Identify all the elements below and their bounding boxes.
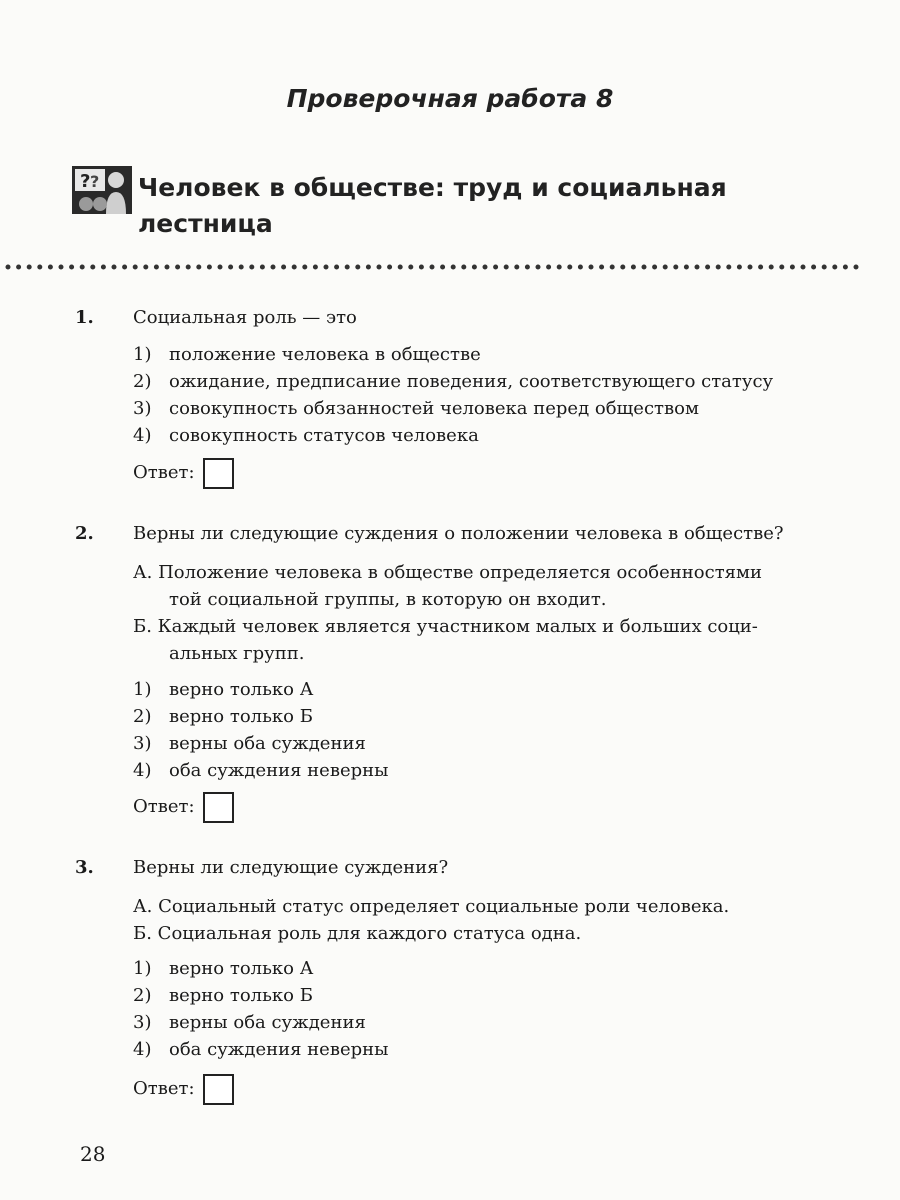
option[interactable]: 3) верны оба суждения bbox=[133, 733, 366, 754]
question-number: 2. bbox=[75, 523, 94, 544]
svg-text:?: ? bbox=[90, 172, 100, 191]
option[interactable]: 3) верны оба суждения bbox=[133, 1012, 366, 1033]
answer-box[interactable] bbox=[203, 458, 234, 489]
answer-row bbox=[133, 457, 234, 489]
options-list bbox=[133, 676, 863, 784]
question-1 bbox=[75, 307, 865, 497]
answer-box[interactable] bbox=[203, 792, 234, 823]
question-text: Социальная роль — это bbox=[133, 307, 357, 328]
answer-label: Ответ: bbox=[133, 796, 195, 817]
question-number: 1. bbox=[75, 307, 94, 328]
answer-row bbox=[133, 791, 234, 823]
thinking-person-icon bbox=[72, 166, 132, 214]
question-number: 3. bbox=[75, 857, 94, 878]
section-title-line2: лестница bbox=[138, 209, 273, 238]
option[interactable]: 1) верно только А bbox=[133, 679, 314, 700]
question-2 bbox=[75, 523, 865, 833]
option[interactable]: 1) верно только А bbox=[133, 958, 314, 979]
options-list bbox=[133, 341, 863, 449]
dotted-divider bbox=[0, 262, 870, 272]
option[interactable]: 1) положение человека в обществе bbox=[133, 344, 481, 365]
option[interactable]: 4) оба суждения неверны bbox=[133, 1039, 389, 1060]
option[interactable]: 3) совокупность обязанностей человека перед обществом bbox=[133, 398, 699, 419]
svg-text:?: ? bbox=[80, 171, 91, 192]
section-title-line1: Человек в обществе: труд и социальная bbox=[138, 173, 727, 202]
option[interactable]: 2) ожидание, предписание поведения, соответствующего статусу bbox=[133, 371, 774, 392]
statement-b: Б. Каждый человек является участником малых и больших соци- альных групп. bbox=[133, 616, 758, 664]
section-title bbox=[138, 170, 838, 242]
question-text: Верны ли следующие суждения о положении человека в обществе? bbox=[133, 523, 784, 544]
question-3 bbox=[75, 857, 865, 1117]
option[interactable]: 2) верно только Б bbox=[133, 706, 313, 727]
answer-row bbox=[133, 1073, 234, 1105]
answer-box[interactable] bbox=[203, 1074, 234, 1105]
answer-label: Ответ: bbox=[133, 462, 195, 483]
statement-a: А. Положение человека в обществе определяется особенностями той социальной группы, в которую он входит. bbox=[133, 562, 763, 610]
question-text: Верны ли следующие суждения? bbox=[133, 857, 449, 878]
option[interactable]: 2) верно только Б bbox=[133, 985, 313, 1006]
answer-label: Ответ: bbox=[133, 1078, 195, 1099]
page-number: 28 bbox=[80, 1142, 106, 1166]
options-list bbox=[133, 955, 863, 1063]
statement-a: А. Социальный статус определяет социальные роли человека. bbox=[133, 896, 730, 917]
option[interactable]: 4) оба суждения неверны bbox=[133, 760, 389, 781]
work-title: Проверочная работа 8 bbox=[286, 84, 614, 113]
statement-b: Б. Социальная роль для каждого статуса одна. bbox=[133, 923, 582, 944]
option[interactable]: 4) совокупность статусов человека bbox=[133, 425, 479, 446]
